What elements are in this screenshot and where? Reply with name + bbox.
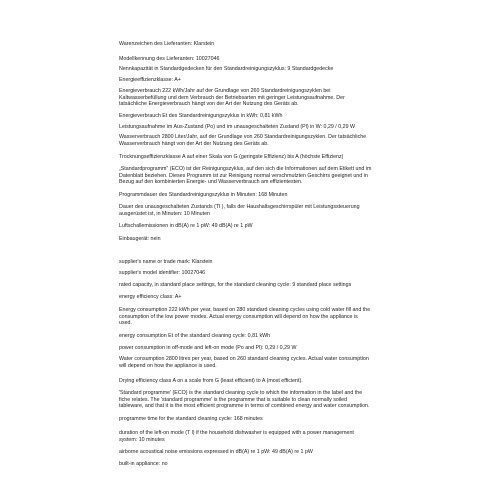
de-energy-consumption [119, 88, 489, 108]
en-built-in: built-in appliance: no [119, 461, 168, 467]
de-energy-cycle: Energieverbrauch Et des Standardreinigungszyklus in kWh: 0,81 kWh [119, 113, 283, 119]
text-line: Datenblatt beziehen. Dieses Programm ist zur Reinigung normal verschmutzten Geschirrs geeignet und in [119, 172, 368, 179]
text-line: Dauer des unausgeschalteten Zustands (Tl ), falls der Haushaltsgeschirrspüler mit Leistungssteuerung [119, 204, 360, 210]
text-line: used. [119, 320, 132, 327]
de-rated-capacity: Nennkapazität in Standardgedecken für den Standardreinigungszyklus: 9 Standardgedecke [119, 66, 334, 72]
text-line: will depend on how the appliance is used. [119, 362, 217, 369]
en-supplier-name: supplier's name or trade mark: Klarstein [119, 259, 213, 265]
de-left-on-duration [119, 204, 489, 217]
text-line: tableware, and that it is the most efficient programme in terms of combined energy and water consumption. [119, 403, 370, 410]
en-programme-time: programme time for the standard cleaning cycle: 168 minutes [119, 416, 263, 422]
de-standard-programme [119, 166, 489, 186]
text-line: Kaltwasserbefüllung und dem Verbrauch der Betriebsarten mit geringer Leistungsaufnahme. Der [119, 94, 345, 101]
text-line: Bezug auf den kombinierten Energie- und Wasserverbrauch am effizientesten. [119, 179, 303, 186]
en-power-consumption: power consumption in off-mode and left-on mode (Po and Pl): 0,29 / 0,29 W [119, 345, 297, 351]
de-built-in: Einbaugerät: nein [119, 236, 161, 242]
en-model-identifier: supplier's model identifier: 10027046 [119, 270, 206, 276]
de-noise-emissions: Luftschallemissionen in dB(A) re 1 pW: 49 dB(A) re 1 pW [119, 223, 253, 229]
text-line: consumption of the low power modes. Actual energy consumption will depend on how the appliance is [119, 313, 358, 320]
text-line: Energieverbrauch 222 kWh/Jahr auf der Grundlage von 260 Standardreinigungszyklen bei [119, 88, 331, 94]
text-line: fiche relates. The 'standard programme' is the programme that is suitable to clean normally soiled [119, 396, 348, 403]
en-energy-cycle: energy consumption Et of the standard cleaning cycle: 0,81 kWh [119, 333, 271, 339]
text-line: „Standardprogramm" (ECO) ist der Reinigungszyklus, auf den sich die Informationen auf dem Etikett und im [119, 166, 372, 172]
en-noise-emissions: airborne acoustical noise emissions expressed in dB(A) re 1 pW: 49 dB(A) re 1 pW [119, 449, 313, 455]
text-line: tatsächliche Energieverbrauch hängt von der Art der Nutzung des Geräts ab. [119, 101, 299, 108]
de-drying-class: Trocknungseffizienzklasse A auf einer Skala von G (geringste Effizienz) bis A (höchste Effizienz) [119, 154, 344, 160]
de-model-identifier: Modellkennung des Lieferanten: 10027046 [119, 56, 220, 62]
de-power-consumption: Leistungsaufnahme im Aus-Zustand (Po) und im unausgeschalteten Zustand (Pl) in W: 0,29 / 0,29 W [119, 124, 356, 130]
text-line: 'Standard programme' (ECO) is the standard cleaning cycle to which the information in the label and the [119, 390, 363, 396]
de-programme-duration: Programmdauer des Standardreinigungszyklus in Minuten: 168 Minuten [119, 192, 288, 198]
text-line: ausgerüstet ist, in Minuten: 10 Minuten [119, 210, 210, 217]
de-water-consumption [119, 134, 489, 147]
de-energy-class: Energieeffizienzklasse: A+ [119, 77, 181, 83]
en-energy-class: energy efficiency class: A+ [119, 294, 182, 300]
en-standard-programme [119, 390, 489, 410]
text-line: Water consumption 2800 litres per year, based on 260 standard cleaning cycles. Actual water consumption [119, 356, 369, 362]
en-energy-consumption [119, 307, 489, 327]
text-line: Wasserverbrauch hängt von der Art der Nutzung des Geräts ab. [119, 140, 269, 147]
en-rated-capacity: rated capacity, in standard place settings, for the standard cleaning cycle: 9 standard place settings [119, 282, 352, 288]
text-line: system: 10 minutes [119, 436, 165, 443]
de-supplier-name: Warenzeichen des Lieferanten: Klarstein [119, 41, 215, 47]
en-drying-class: Drying efficiency class A on a scale from G (least efficient) to A (most efficient). [119, 378, 303, 384]
en-water-consumption [119, 356, 489, 369]
text-line: Energy consumption 222 kWh per year, based on 280 standard cleaning cycles using cold water fill and the [119, 307, 371, 313]
text-line: duration of the left-on mode (T l) if the household dishwasher is equipped with a power management [119, 430, 354, 436]
text-line: Wasserverbrauch 2800 Liter/Jahr, auf der Grundlage von 260 Standardreinigungszyklen. Der tatsächliche [119, 134, 367, 140]
en-left-on-duration [119, 430, 489, 443]
